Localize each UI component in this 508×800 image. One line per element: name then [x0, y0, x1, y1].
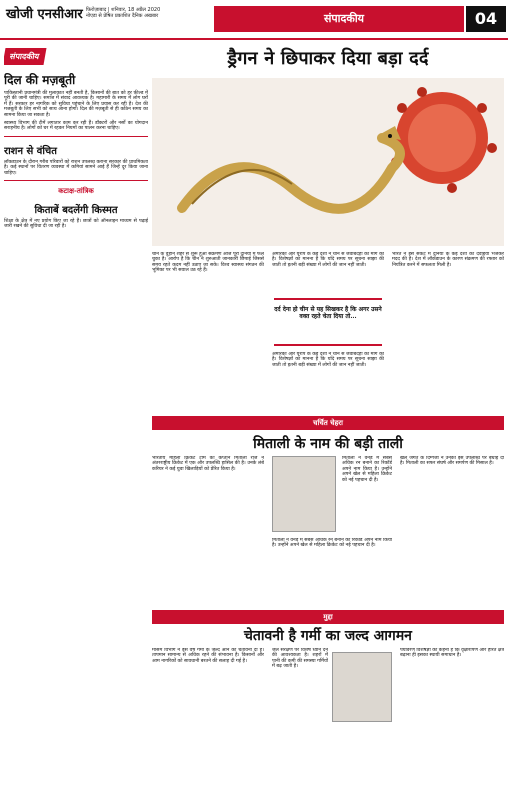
feature-col-3: खेल जगत के दिग्गजों ने उनकी इस उपलब्धि पर बधाई दी है। मिताली का सफर संघर्ष और समर्पण की मिसाल है।	[400, 456, 504, 467]
editorial-column	[4, 44, 148, 796]
section-banner: संपादकीय	[214, 6, 464, 32]
dateline	[86, 7, 216, 19]
feature-col-2: मिताली ने वनडे में सबसे अधिक रन बनाने का रिकॉर्ड अपने नाम किया है। उन्होंने अपने खेल से महिला क्रिकेट को नई पहचान दी है।	[342, 456, 392, 483]
issue-col-2: जल संरक्षण पर विशेष ध्यान देने की आवश्यकता है। शहरों में पानी की कमी की समस्या गर्मियों में बढ़ जाती है।	[272, 648, 328, 670]
lead-headline: ड्रैगन ने छिपाकर दिया बड़ा दर्द	[227, 48, 429, 69]
issue-story	[152, 626, 504, 796]
feature-story	[152, 432, 504, 608]
issue-headline: चेतावनी है गर्मी का जल्द आगमन	[244, 628, 412, 644]
dateline-sub: नोएडा से प्रेषित प्रकाशित दैनिक अखबार	[86, 13, 159, 19]
lead-col-3: भारत ने इस संकट में दुनिया के कई देशों को दवाइयां भेजकर मदद की है। देश में लॉकडाउन के कारण संक्रमण की रफ्तार को नियंत्रित करने में सफलता मिली है।	[392, 252, 504, 268]
editorial-paragraph: स्वास्थ्य विभाग की टीमें लगातार काम कर रही हैं। डॉक्टरों और नर्सों का योगदान सराहनीय है। लोगों को घर में रहकर नियमों का पालन करना चाहिए।	[4, 121, 148, 132]
dragon-virus-illustration	[152, 78, 504, 246]
editorial-paragraph: लॉकडाउन के दौरान गरीब परिवारों को राशन उपलब्ध कराना सरकार की प्राथमिकता है। कई स्थानों पर वितरण व्यवस्था में कमियां सामने आई हैं जिन्हें दूर किया जाना चाहिए।	[4, 159, 148, 176]
editorial-badge: संपादकीय	[4, 48, 47, 65]
masthead	[0, 0, 508, 40]
divider	[4, 136, 148, 137]
featured-face-strip: चर्चित चेहरा	[152, 416, 504, 430]
player-photo	[272, 456, 336, 532]
lead-col-2b: अमेरिका और यूरोप के कई देशों ने चीन से जवाबदेही की मांग की है। विशेषज्ञों का मानना है कि यदि समय पर सूचना साझा की जाती तो इतनी बड़ी संख्या में लोगों की जान नहीं जाती।	[272, 352, 384, 368]
lead-col-1: चीन के वुहान शहर से शुरू हुआ संक्रमण आज पूरी दुनिया में फैल चुका है। आरोप है कि चीन ने शुरुआती जानकारी छिपाई जिससे समय रहते कदम नहीं उठाए जा सके। विश्व स्वास्थ्य संगठन की भूमिका पर भी सवाल उठ रहे हैं।	[152, 252, 264, 274]
feature-headline: मिताली के नाम की बड़ी ताली	[253, 436, 403, 452]
sun-heat-photo	[332, 652, 392, 722]
editorial-paragraph: पाकिस्तानी प्रधानमंत्री की मुलाक़ात नहीं बनती है, किसानों की बात को हर फ़ील्ड में पूरी की जानी चाहिए। समाज में संवाद आवश्यक है। महामारी के समय में लोग घरों में हैं। सरकार हर नागरिक को सुविधा पहुंचाने के लिए प्रयास कर रही है। देश की मजबूती के लिए सभी को साथ आना होगा। दिल की मज़बूती से ही कठिन समय का सामना किया जा सकता है।	[4, 91, 148, 118]
feature-col-1: भारतीय महिला क्रिकेट टीम की कप्तान मिताली राज ने अंतरराष्ट्रीय क्रिकेट में एक और उपलब्धि हासिल की है। उनके लंबे करियर ने कई युवा खिलाड़ियों को प्रेरित किया है।	[152, 456, 264, 472]
feature-col-2b: मिताली ने वनडे में सबसे अधिक रन बनाने का रिकॉर्ड अपने नाम किया है। उन्होंने अपने खेल से महिला क्रिकेट को नई पहचान दी है।	[272, 538, 392, 549]
satire-tag: कटाक्ष-तांत्रिक	[58, 187, 94, 196]
lead-col-2: अमेरिका और यूरोप के कई देशों ने चीन से जवाबदेही की मांग की है। विशेषज्ञों का मानना है कि यदि समय पर सूचना साझा की जाती तो इतनी बड़ी संख्या में लोगों की जान नहीं जाती।	[272, 252, 384, 268]
editorial-headline: दिल की मज़बूती	[4, 73, 76, 87]
dateline-date: फ़िरोज़ाबाद | शनिवार, 18 अप्रैल 2020	[86, 7, 161, 13]
pull-quote: दर्द देना हो चीन से यह सिखकर है कि अगर उसने वक्त रहते चेता दिया तो...	[274, 298, 382, 346]
issue-col-1: मौसम विभाग ने इस वर्ष गर्मी के जल्द आने की चेतावनी दी है। तापमान सामान्य से अधिक रहने की संभावना है। किसानों और आम नागरिकों को सावधानी बरतने की सलाह दी गई है।	[152, 648, 264, 664]
editorial-subhead: राशन से वंचित	[4, 145, 57, 157]
page-number: 04	[466, 6, 506, 32]
divider	[4, 180, 148, 181]
lead-story	[152, 44, 504, 412]
satire-headline: किताबें बदलेंगी किस्मत	[34, 205, 118, 217]
satire-paragraph: शिक्षा के क्षेत्र में नए प्रयोग किए जा रहे हैं। छात्रों को ऑनलाइन माध्यम से पढ़ाई जारी रखने की सुविधा दी जा रही है।	[4, 219, 148, 230]
issue-strip: मुद्दा	[152, 610, 504, 624]
issue-col-3: पर्यावरण विशेषज्ञों का कहना है कि वृक्षारोपण और हरित क्षेत्र बढ़ाना ही इसका स्थायी समाधान है।	[400, 648, 504, 659]
brand-logo: खोजी एनसीआर	[6, 7, 83, 22]
